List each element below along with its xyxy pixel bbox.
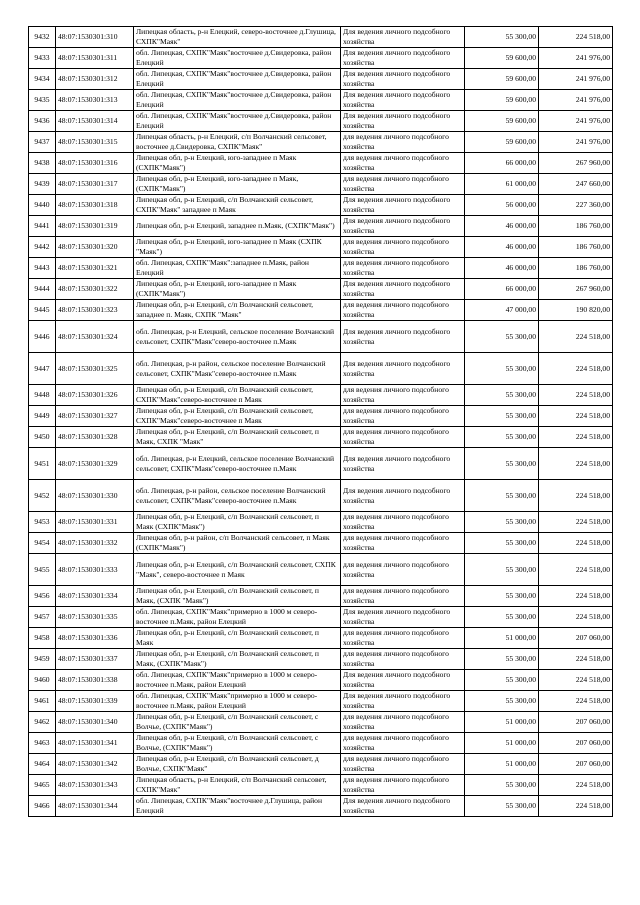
- address-cell: обл. Липецкая, р-н Елецкий, сельское поселение Волчанский сельсовет, СХПК"Маяк"северо-восточнее п.Маяк: [134, 448, 341, 480]
- permitted-use-cell: для ведения личного подсобного хозяйства: [341, 733, 465, 754]
- cadastral-value-cell: 224 518,00: [539, 321, 613, 353]
- cadastral-number-cell: 48:07:1530301:328: [56, 427, 134, 448]
- cadastral-value-cell: 241 976,00: [539, 69, 613, 90]
- permitted-use-cell: для ведения личного подсобного хозяйства: [341, 153, 465, 174]
- table-row: [29, 111, 613, 132]
- row-number-cell: 9433: [29, 48, 56, 69]
- row-number-cell: 9439: [29, 174, 56, 195]
- permitted-use-cell: для ведения личного подсобного хозяйства: [341, 427, 465, 448]
- area-cell: 55 300,00: [465, 27, 539, 48]
- permitted-use-cell: для ведения личного подсобного хозяйства: [341, 712, 465, 733]
- row-number-cell: 9458: [29, 628, 56, 649]
- table-row: [29, 132, 613, 153]
- permitted-use-cell: для ведения личного подсобного хозяйства: [341, 237, 465, 258]
- row-number-cell: 9461: [29, 691, 56, 712]
- cadastral-number-cell: 48:07:1530301:335: [56, 607, 134, 628]
- row-number-cell: 9460: [29, 670, 56, 691]
- table-row: [29, 27, 613, 48]
- address-cell: Липецкая обл, р-н Елецкий, с/п Волчанский сельсовет, западнее п. Маяк, СХПК "Маяк": [134, 300, 341, 321]
- cadastral-value-cell: 186 760,00: [539, 237, 613, 258]
- row-number-cell: 9441: [29, 216, 56, 237]
- area-cell: 46 000,00: [465, 216, 539, 237]
- cadastral-number-cell: 48:07:1530301:315: [56, 132, 134, 153]
- permitted-use-cell: Для ведения личного подсобного хозяйства: [341, 90, 465, 111]
- area-cell: 51 000,00: [465, 628, 539, 649]
- row-number-cell: 9464: [29, 754, 56, 775]
- cadastral-value-cell: 224 518,00: [539, 607, 613, 628]
- permitted-use-cell: для ведения личного подсобного хозяйства: [341, 300, 465, 321]
- address-cell: Липецкая обл, р-н Елецкий, юго-западнее п Маяк (СХПК"Маяк"): [134, 153, 341, 174]
- cadastral-value-cell: 224 518,00: [539, 427, 613, 448]
- cadastral-value-cell: 224 518,00: [539, 670, 613, 691]
- address-cell: Липецкая обл, р-н Елецкий, с/п Волчанский сельсовет, с Волчье, (СХПК"Маяк"): [134, 733, 341, 754]
- area-cell: 55 300,00: [465, 480, 539, 512]
- cadastral-number-cell: 48:07:1530301:314: [56, 111, 134, 132]
- cadastral-value-cell: 224 518,00: [539, 385, 613, 406]
- cadastral-number-cell: 48:07:1530301:312: [56, 69, 134, 90]
- cadastral-number-cell: 48:07:1530301:329: [56, 448, 134, 480]
- permitted-use-cell: для ведения личного подсобного хозяйства: [341, 754, 465, 775]
- cadastral-value-cell: 224 518,00: [539, 586, 613, 607]
- cadastral-number-cell: 48:07:1530301:325: [56, 353, 134, 385]
- cadastral-value-cell: 241 976,00: [539, 90, 613, 111]
- table-row: [29, 607, 613, 628]
- table-row: [29, 670, 613, 691]
- row-number-cell: 9447: [29, 353, 56, 385]
- address-cell: обл. Липецкая, СХПК"Маяк"восточнее д.Свидеровка, район Елецкий: [134, 69, 341, 90]
- row-number-cell: 9434: [29, 69, 56, 90]
- cadastral-number-cell: 48:07:1530301:322: [56, 279, 134, 300]
- row-number-cell: 9457: [29, 607, 56, 628]
- area-cell: 51 000,00: [465, 712, 539, 733]
- permitted-use-cell: Для ведения личного подсобного хозяйства: [341, 796, 465, 817]
- cadastral-number-cell: 48:07:1530301:341: [56, 733, 134, 754]
- area-cell: 55 300,00: [465, 385, 539, 406]
- permitted-use-cell: Для ведения личного подсобного хозяйства: [341, 353, 465, 385]
- table-row: [29, 448, 613, 480]
- address-cell: Липецкая обл, р-н Елецкий, западнее п.Маяк, (СХПК"Маяк"): [134, 216, 341, 237]
- address-cell: обл. Липецкая, р-н Елецкий, сельское поселение Волчанский сельсовет, СХПК"Маяк"северо-восточнее п.Маяк: [134, 321, 341, 353]
- cadastral-number-cell: 48:07:1530301:320: [56, 237, 134, 258]
- cadastral-value-cell: 224 518,00: [539, 533, 613, 554]
- table-row: [29, 353, 613, 385]
- cadastral-number-cell: 48:07:1530301:310: [56, 27, 134, 48]
- cadastral-value-cell: 186 760,00: [539, 216, 613, 237]
- cadastral-value-cell: 227 360,00: [539, 195, 613, 216]
- permitted-use-cell: Для ведения личного подсобного хозяйства: [341, 480, 465, 512]
- permitted-use-cell: для ведения личного подсобного хозяйства: [341, 406, 465, 427]
- table-row: [29, 321, 613, 353]
- table-row: [29, 69, 613, 90]
- address-cell: Липецкая обл, р-н Елецкий, с/п Волчанский сельсовет, с Волчье, (СХПК"Маяк"): [134, 712, 341, 733]
- area-cell: 55 300,00: [465, 512, 539, 533]
- row-number-cell: 9440: [29, 195, 56, 216]
- cadastral-value-cell: 241 976,00: [539, 132, 613, 153]
- cadastral-number-cell: 48:07:1530301:343: [56, 775, 134, 796]
- address-cell: Липецкая обл, р-н Елецкий, с/п Волчанский сельсовет, п Маяк, СХПК "Маяк": [134, 427, 341, 448]
- row-number-cell: 9436: [29, 111, 56, 132]
- area-cell: 55 300,00: [465, 586, 539, 607]
- address-cell: Липецкая обл, р-н Елецкий, юго-западнее п Маяк (СХПК"Маяк"): [134, 279, 341, 300]
- address-cell: Липецкая обл, р-н Елецкий, юго-западнее п Маяк, (СХПК"Маяк"): [134, 174, 341, 195]
- permitted-use-cell: для ведения личного подсобного хозяйства: [341, 775, 465, 796]
- permitted-use-cell: Для ведения личного подсобного хозяйства: [341, 216, 465, 237]
- cadastral-number-cell: 48:07:1530301:323: [56, 300, 134, 321]
- permitted-use-cell: для ведения личного подсобного хозяйства: [341, 385, 465, 406]
- table-row: [29, 649, 613, 670]
- area-cell: 55 300,00: [465, 607, 539, 628]
- row-number-cell: 9453: [29, 512, 56, 533]
- table-row: [29, 480, 613, 512]
- area-cell: 46 000,00: [465, 258, 539, 279]
- area-cell: 61 000,00: [465, 174, 539, 195]
- cadastral-number-cell: 48:07:1530301:338: [56, 670, 134, 691]
- area-cell: 55 300,00: [465, 448, 539, 480]
- address-cell: обл. Липецкая, СХПК"Маяк"восточнее д.Свидеровка, район Елецкий: [134, 111, 341, 132]
- table-row: [29, 385, 613, 406]
- area-cell: 59 600,00: [465, 111, 539, 132]
- row-number-cell: 9462: [29, 712, 56, 733]
- permitted-use-cell: для ведения личного подсобного хозяйства: [341, 586, 465, 607]
- address-cell: Липецкая обл, р-н район, с/п Волчанский сельсовет, п Маяк (СХПК"Маяк"): [134, 533, 341, 554]
- row-number-cell: 9444: [29, 279, 56, 300]
- address-cell: обл. Липецкая, р-н район, сельское поселение Волчанский сельсовет, СХПК"Маяк"северо-восточнее п.Маяк: [134, 480, 341, 512]
- area-cell: 51 000,00: [465, 754, 539, 775]
- permitted-use-cell: Для ведения личного подсобного хозяйства: [341, 279, 465, 300]
- permitted-use-cell: Для ведения личного подсобного хозяйства: [341, 670, 465, 691]
- table-row: [29, 279, 613, 300]
- table-body: [29, 27, 613, 817]
- permitted-use-cell: Для ведения личного подсобного хозяйства: [341, 48, 465, 69]
- cadastral-number-cell: 48:07:1530301:334: [56, 586, 134, 607]
- permitted-use-cell: для ведения личного подсобного хозяйства: [341, 512, 465, 533]
- table-row: [29, 628, 613, 649]
- table-row: [29, 733, 613, 754]
- cadastral-number-cell: 48:07:1530301:336: [56, 628, 134, 649]
- cadastral-number-cell: 48:07:1530301:337: [56, 649, 134, 670]
- address-cell: обл. Липецкая, СХПК"Маяк"восточнее д.Свидеровка, район Елецкий: [134, 48, 341, 69]
- area-cell: 55 300,00: [465, 775, 539, 796]
- row-number-cell: 9451: [29, 448, 56, 480]
- address-cell: Липецкая область, р-н Елецкий, северо-восточнее д.Глушица, СХПК"Маяк": [134, 27, 341, 48]
- permitted-use-cell: Для ведения личного подсобного хозяйства: [341, 691, 465, 712]
- area-cell: 55 300,00: [465, 406, 539, 427]
- row-number-cell: 9465: [29, 775, 56, 796]
- area-cell: 55 300,00: [465, 670, 539, 691]
- cadastral-number-cell: 48:07:1530301:340: [56, 712, 134, 733]
- row-number-cell: 9452: [29, 480, 56, 512]
- area-cell: 66 000,00: [465, 153, 539, 174]
- address-cell: Липецкая область, р-н Елецкий, с/п Волчанский сельсовет, восточнее д.Свидеровка, СХПК"Маяк": [134, 132, 341, 153]
- table-row: [29, 258, 613, 279]
- area-cell: 55 300,00: [465, 649, 539, 670]
- cadastral-value-cell: 267 960,00: [539, 153, 613, 174]
- row-number-cell: 9442: [29, 237, 56, 258]
- cadastral-number-cell: 48:07:1530301:342: [56, 754, 134, 775]
- address-cell: Липецкая обл, р-н Елецкий, с/п Волчанский сельсовет, д Волчье, СХПК"Маяк": [134, 754, 341, 775]
- address-cell: Липецкая обл, р-н Елецкий, с/п Волчанский сельсовет, п Маяк: [134, 628, 341, 649]
- row-number-cell: 9455: [29, 554, 56, 586]
- address-cell: обл. Липецкая, р-н район, сельское поселение Волчанский сельсовет, СХПК"Маяк"северо-восточнее п.Маяк: [134, 353, 341, 385]
- address-cell: Липецкая область, р-н Елецкий, с/п Волчанский сельсовет, СХПК"Маяк": [134, 775, 341, 796]
- permitted-use-cell: для ведения личного подсобного хозяйства: [341, 174, 465, 195]
- area-cell: 47 000,00: [465, 300, 539, 321]
- permitted-use-cell: для ведения личного подсобного хозяйства: [341, 628, 465, 649]
- table-row: [29, 775, 613, 796]
- area-cell: 55 300,00: [465, 353, 539, 385]
- cadastral-number-cell: 48:07:1530301:319: [56, 216, 134, 237]
- cadastral-value-cell: 224 518,00: [539, 406, 613, 427]
- table-row: [29, 427, 613, 448]
- cadastral-value-cell: 207 060,00: [539, 754, 613, 775]
- cadastral-number-cell: 48:07:1530301:326: [56, 385, 134, 406]
- address-cell: Липецкая обл, р-н Елецкий, с/п Волчанский сельсовет, СХПК"Маяк" западнее п Маяк: [134, 195, 341, 216]
- cadastral-number-cell: 48:07:1530301:311: [56, 48, 134, 69]
- table-row: [29, 406, 613, 427]
- cadastral-number-cell: 48:07:1530301:330: [56, 480, 134, 512]
- cadastral-number-cell: 48:07:1530301:327: [56, 406, 134, 427]
- area-cell: 55 300,00: [465, 321, 539, 353]
- cadastral-number-cell: 48:07:1530301:344: [56, 796, 134, 817]
- table-row: [29, 174, 613, 195]
- address-cell: обл. Липецкая, СХПК"Маяк"восточнее д.Глушица, район Елецкий: [134, 796, 341, 817]
- address-cell: Липецкая обл, р-н Елецкий, с/п Волчанский сельсовет, п Маяк, (СХПК "Маяк"): [134, 586, 341, 607]
- area-cell: 59 600,00: [465, 48, 539, 69]
- address-cell: обл. Липецкая, СХПК"Маяк"примерно в 1000 м северо-восточнее п.Маяк, район Елецкий: [134, 607, 341, 628]
- table-row: [29, 796, 613, 817]
- cadastral-number-cell: 48:07:1530301:332: [56, 533, 134, 554]
- permitted-use-cell: для ведения личного подсобного хозяйства: [341, 554, 465, 586]
- row-number-cell: 9435: [29, 90, 56, 111]
- permitted-use-cell: Для ведения личного подсобного хозяйства: [341, 448, 465, 480]
- address-cell: Липецкая обл, р-н Елецкий, с/п Волчанский сельсовет, СХПК"Маяк"северо-восточнее п Маяк: [134, 385, 341, 406]
- cadastral-value-cell: 224 518,00: [539, 775, 613, 796]
- row-number-cell: 9449: [29, 406, 56, 427]
- table-row: [29, 754, 613, 775]
- cadastral-value-cell: 224 518,00: [539, 448, 613, 480]
- row-number-cell: 9456: [29, 586, 56, 607]
- address-cell: Липецкая обл, р-н Елецкий, с/п Волчанский сельсовет, п Маяк (СХПК"Маяк"): [134, 512, 341, 533]
- cadastral-number-cell: 48:07:1530301:333: [56, 554, 134, 586]
- cadastral-value-cell: 224 518,00: [539, 796, 613, 817]
- area-cell: 51 000,00: [465, 733, 539, 754]
- area-cell: 55 300,00: [465, 533, 539, 554]
- row-number-cell: 9446: [29, 321, 56, 353]
- row-number-cell: 9463: [29, 733, 56, 754]
- cadastral-value-cell: 241 976,00: [539, 111, 613, 132]
- table-row: [29, 237, 613, 258]
- area-cell: 55 300,00: [465, 691, 539, 712]
- cadastral-value-cell: 207 060,00: [539, 712, 613, 733]
- address-cell: Липецкая обл, р-н Елецкий, с/п Волчанский сельсовет, СХПК "Маяк", северо-восточнее п Маяк: [134, 554, 341, 586]
- area-cell: 59 600,00: [465, 90, 539, 111]
- cadastral-number-cell: 48:07:1530301:321: [56, 258, 134, 279]
- table-row: [29, 48, 613, 69]
- area-cell: 46 000,00: [465, 237, 539, 258]
- address-cell: обл. Липецкая, СХПК"Маяк"примерно в 1000 м северо-восточнее п.Маяк, район Елецкий: [134, 691, 341, 712]
- permitted-use-cell: Для ведения личного подсобного хозяйства: [341, 607, 465, 628]
- address-cell: обл. Липецкая, СХПК"Маяк"примерно в 1000 м северо-восточнее п.Маяк, район Елецкий: [134, 670, 341, 691]
- table-row: [29, 512, 613, 533]
- permitted-use-cell: для ведения личного подсобного хозяйства: [341, 649, 465, 670]
- row-number-cell: 9432: [29, 27, 56, 48]
- cadastral-number-cell: 48:07:1530301:316: [56, 153, 134, 174]
- row-number-cell: 9466: [29, 796, 56, 817]
- cadastral-value-cell: 224 518,00: [539, 691, 613, 712]
- table-row: [29, 554, 613, 586]
- row-number-cell: 9450: [29, 427, 56, 448]
- permitted-use-cell: Для ведения личного подсобного хозяйства: [341, 321, 465, 353]
- area-cell: 66 000,00: [465, 279, 539, 300]
- row-number-cell: 9437: [29, 132, 56, 153]
- area-cell: 56 000,00: [465, 195, 539, 216]
- address-cell: Липецкая обл, р-н Елецкий, с/п Волчанский сельсовет, п Маяк, (СХПК"Маяк"): [134, 649, 341, 670]
- cadastral-value-cell: 224 518,00: [539, 353, 613, 385]
- address-cell: Липецкая обл, р-н Елецкий, юго-западнее п Маяк (СХПК "Маяк"): [134, 237, 341, 258]
- row-number-cell: 9454: [29, 533, 56, 554]
- table-row: [29, 195, 613, 216]
- table-row: [29, 691, 613, 712]
- cadastral-number-cell: 48:07:1530301:324: [56, 321, 134, 353]
- cadastral-number-cell: 48:07:1530301:331: [56, 512, 134, 533]
- table-row: [29, 300, 613, 321]
- area-cell: 55 300,00: [465, 554, 539, 586]
- permitted-use-cell: для ведения личного подсобного хозяйства: [341, 258, 465, 279]
- row-number-cell: 9459: [29, 649, 56, 670]
- table-row: [29, 586, 613, 607]
- cadastral-value-cell: 190 820,00: [539, 300, 613, 321]
- permitted-use-cell: для ведения личного подсобного хозяйства: [341, 132, 465, 153]
- cadastral-value-cell: 207 060,00: [539, 628, 613, 649]
- cadastral-value-cell: 241 976,00: [539, 48, 613, 69]
- cadastral-value-cell: 224 518,00: [539, 554, 613, 586]
- cadastral-value-cell: 224 518,00: [539, 512, 613, 533]
- cadastral-value-cell: 267 960,00: [539, 279, 613, 300]
- permitted-use-cell: Для ведения личного подсобного хозяйства: [341, 27, 465, 48]
- cadastral-number-cell: 48:07:1530301:339: [56, 691, 134, 712]
- permitted-use-cell: для ведения личного подсобного хозяйства: [341, 533, 465, 554]
- permitted-use-cell: Для ведения личного подсобного хозяйства: [341, 69, 465, 90]
- address-cell: обл. Липецкая, СХПК"Маяк"восточнее д.Свидеровка, район Елецкий: [134, 90, 341, 111]
- cadastral-value-cell: 247 660,00: [539, 174, 613, 195]
- address-cell: обл. Липецкая, СХПК"Маяк":западнее п.Маяк, район Елецкий: [134, 258, 341, 279]
- area-cell: 59 600,00: [465, 132, 539, 153]
- cadastral-value-cell: 224 518,00: [539, 649, 613, 670]
- table-row: [29, 712, 613, 733]
- cadastral-value-cell: 224 518,00: [539, 27, 613, 48]
- row-number-cell: 9448: [29, 385, 56, 406]
- table-row: [29, 216, 613, 237]
- row-number-cell: 9443: [29, 258, 56, 279]
- cadastral-number-cell: 48:07:1530301:317: [56, 174, 134, 195]
- row-number-cell: 9438: [29, 153, 56, 174]
- area-cell: 55 300,00: [465, 796, 539, 817]
- table-row: [29, 153, 613, 174]
- row-number-cell: 9445: [29, 300, 56, 321]
- table-row: [29, 533, 613, 554]
- address-cell: Липецкая обл, р-н Елецкий, с/п Волчанский сельсовет, СХПК"Маяк"северо-восточнее п Маяк: [134, 406, 341, 427]
- land-plots-table: [28, 26, 613, 817]
- area-cell: 55 300,00: [465, 427, 539, 448]
- cadastral-value-cell: 224 518,00: [539, 480, 613, 512]
- area-cell: 59 600,00: [465, 69, 539, 90]
- cadastral-value-cell: 207 060,00: [539, 733, 613, 754]
- cadastral-value-cell: 186 760,00: [539, 258, 613, 279]
- permitted-use-cell: Для ведения личного подсобного хозяйства: [341, 111, 465, 132]
- cadastral-number-cell: 48:07:1530301:313: [56, 90, 134, 111]
- cadastral-number-cell: 48:07:1530301:318: [56, 195, 134, 216]
- permitted-use-cell: Для ведения личного подсобного хозяйства: [341, 195, 465, 216]
- table-row: [29, 90, 613, 111]
